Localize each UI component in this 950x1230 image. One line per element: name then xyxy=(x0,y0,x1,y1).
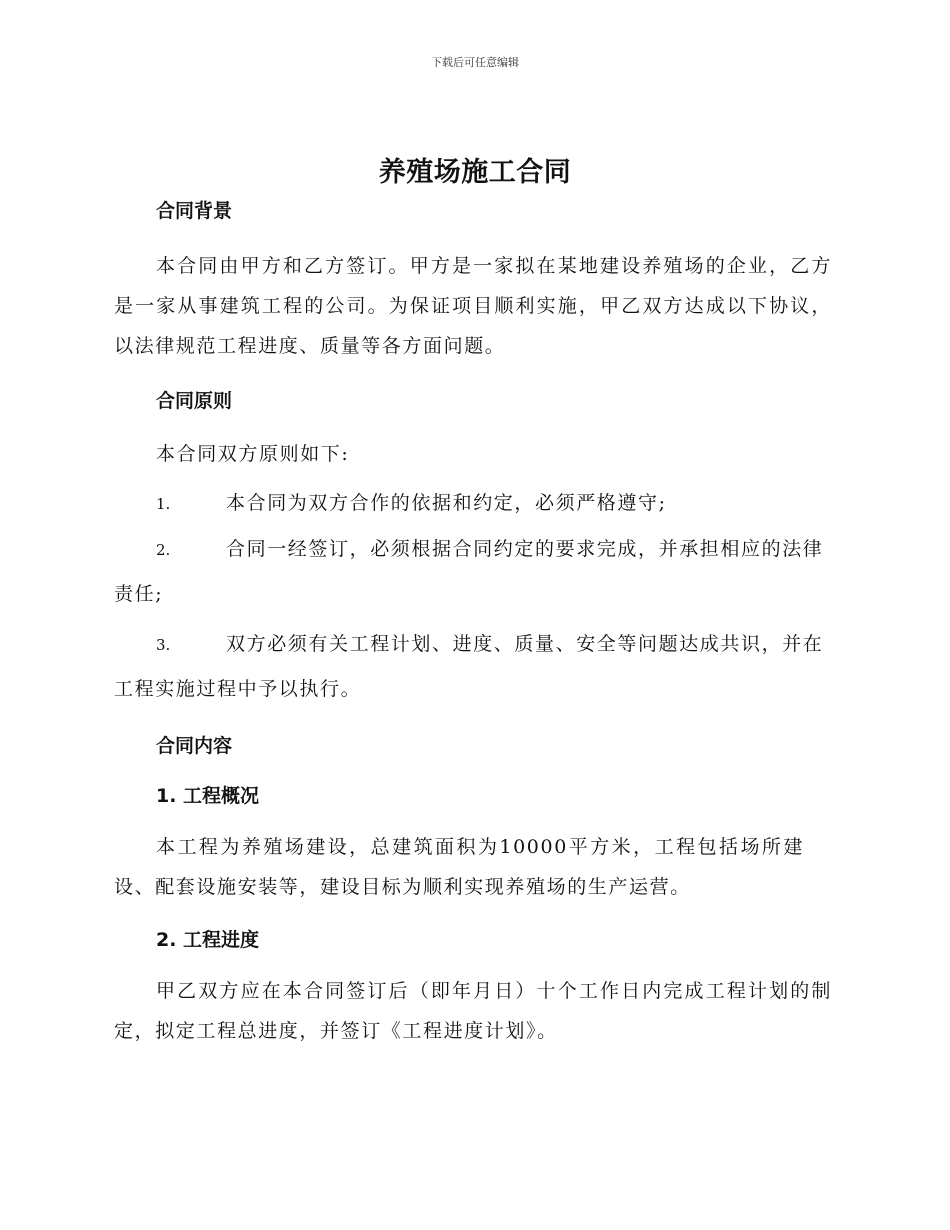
paragraph-principles-intro: 本合同双方原则如下: xyxy=(156,443,350,465)
document-body xyxy=(114,194,832,1051)
list-item-number: 2. xyxy=(156,541,171,559)
principles-list xyxy=(114,480,832,711)
list-item xyxy=(114,622,832,711)
header-note: 下载后可任意编辑 xyxy=(431,56,519,69)
heading-principles: 合同原则 xyxy=(156,390,233,412)
list-item-number: 1. xyxy=(156,495,171,513)
list-item-text: 合同一经签订，必须根据合同约定的要求完成，并承担相应的法律责任; xyxy=(114,538,824,605)
list-item xyxy=(114,480,832,527)
document-title: 养殖场施工合同 xyxy=(378,157,572,188)
list-item-number: 3. xyxy=(156,636,171,654)
list-item-text: 双方必须有关工程计划、进度、质量、安全等问题达成共识，并在工程实施过程中予以执行。 xyxy=(114,633,824,700)
list-item xyxy=(114,527,832,616)
heading-project-overview: 1. 工程概况 xyxy=(156,785,260,807)
heading-contract-content: 合同内容 xyxy=(156,735,233,757)
heading-project-progress: 2. 工程进度 xyxy=(156,929,260,951)
paragraph-project-progress: 甲乙双方应在本合同签订后（即年月日）十个工作日内完成工程计划的制定，拟定工程总进度，并签订《工程进度计划》。 xyxy=(114,980,832,1042)
heading-background: 合同背景 xyxy=(156,200,233,222)
paragraph-background: 本合同由甲方和乙方签订。甲方是一家拟在某地建设养殖场的企业，乙方是一家从事建筑工程的公司。为保证项目顺利实施，甲乙双方达成以下协议，以法律规范工程进度、质量等各方面问题。 xyxy=(114,255,832,357)
list-item-text: 本合同为双方合作的依据和约定，必须严格遵守; xyxy=(226,492,667,514)
paragraph-project-overview: 本工程为养殖场建设，总建筑面积为10000平方米，工程包括场所建设、配套设施安装等，建设目标为顺利实现养殖场的生产运营。 xyxy=(114,836,804,898)
